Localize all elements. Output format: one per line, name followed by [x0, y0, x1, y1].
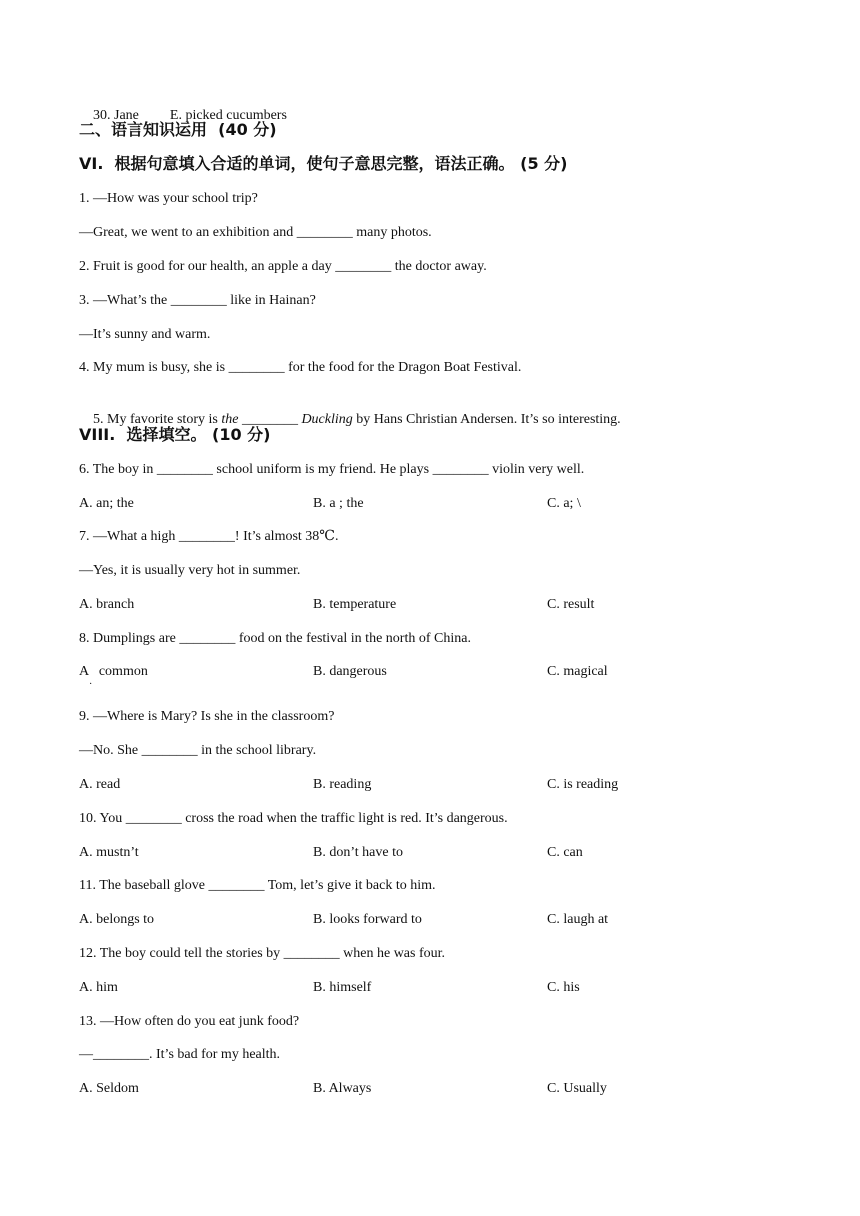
q7-option-c: C. result [547, 597, 595, 612]
q6-option-c: C. a; \ [547, 496, 581, 511]
q9-option-a: A. read [79, 777, 121, 792]
q12-question: 12. The boy could tell the stories by ________ when he was four. [79, 946, 446, 961]
q9-question: 9. —Where is Mary? Is she in the classroom? [79, 709, 335, 724]
section-2-title: 二、语言知识运用 (40 分) [79, 120, 277, 139]
q11-option-a: A. belongs to [79, 912, 155, 927]
q6-option-b: B. a ; the [313, 496, 364, 511]
q7-question: 7. —What a high ________! It’s almost 38℃. [79, 529, 339, 544]
q8-option-a: A common [79, 664, 148, 679]
q10-question: 10. You ________ cross the road when the traffic light is red. It’s dangerous. [79, 811, 508, 826]
q12-option-a: A. him [79, 980, 118, 995]
q8-stray-dot: · [89, 679, 93, 690]
section-6-title: VI. 根据句意填入合适的单词，使句子意思完整，语法正确。 (5 分) [79, 154, 568, 173]
q13-option-b: B. Always [313, 1081, 372, 1096]
q5-blank: ________ [238, 412, 302, 427]
q13-option-a: A. Seldom [79, 1081, 139, 1096]
q10-option-a: A. mustn’t [79, 845, 139, 860]
q7-option-a: A. branch [79, 597, 135, 612]
q7-option-b: B. temperature [313, 597, 397, 612]
q13-option-c: C. Usually [547, 1081, 607, 1096]
section-8-title: VIII. 选择填空。 (10 分) [79, 425, 271, 444]
q8-option-c: C. magical [547, 664, 608, 679]
item-30-text: E. picked cucumbers [169, 108, 287, 123]
q6-question: 6. The boy in ________ school uniform is my friend. He plays ________ violin very well. [79, 462, 585, 477]
q2-question: 2. Fruit is good for our health, an apple a day ________ the doctor away. [79, 259, 487, 274]
q9-option-b: B. reading [313, 777, 372, 792]
q5-the: the [221, 412, 239, 427]
q11-question: 11. The baseball glove ________ Tom, let’s give it back to him. [79, 878, 436, 893]
q8-option-b: B. dangerous [313, 664, 387, 679]
q5-pre: 5. My favorite story is [93, 412, 222, 427]
q1-question: 1. —How was your school trip? [79, 191, 258, 206]
q7-answer: —Yes, it is usually very hot in summer. [79, 563, 301, 578]
q3-answer: —It’s sunny and warm. [79, 327, 211, 342]
q13-question: 13. —How often do you eat junk food? [79, 1014, 300, 1029]
q10-option-b: B. don’t have to [313, 845, 403, 860]
q4-question: 4. My mum is busy, she is ________ for the food for the Dragon Boat Festival. [79, 360, 522, 375]
q6-option-a: A. an; the [79, 496, 134, 511]
q5-duckling: Duckling [301, 412, 353, 427]
q1-answer: —Great, we went to an exhibition and ________ many photos. [79, 225, 432, 240]
q9-option-c: C. is reading [547, 777, 619, 792]
q3-question: 3. —What’s the ________ like in Hainan? [79, 293, 316, 308]
q13-answer: —________. It’s bad for my health. [79, 1047, 281, 1062]
q12-option-c: C. his [547, 980, 580, 995]
q8-question: 8. Dumplings are ________ food on the festival in the north of China. [79, 631, 471, 646]
item-30-number: 30. Jane [93, 108, 139, 123]
q11-option-b: B. looks forward to [313, 912, 422, 927]
q11-option-c: C. laugh at [547, 912, 609, 927]
q5-post: by Hans Christian Andersen. It’s so interesting. [352, 412, 621, 427]
q10-option-c: C. can [547, 845, 583, 860]
q12-option-b: B. himself [313, 980, 372, 995]
q9-answer: —No. She ________ in the school library. [79, 743, 317, 758]
